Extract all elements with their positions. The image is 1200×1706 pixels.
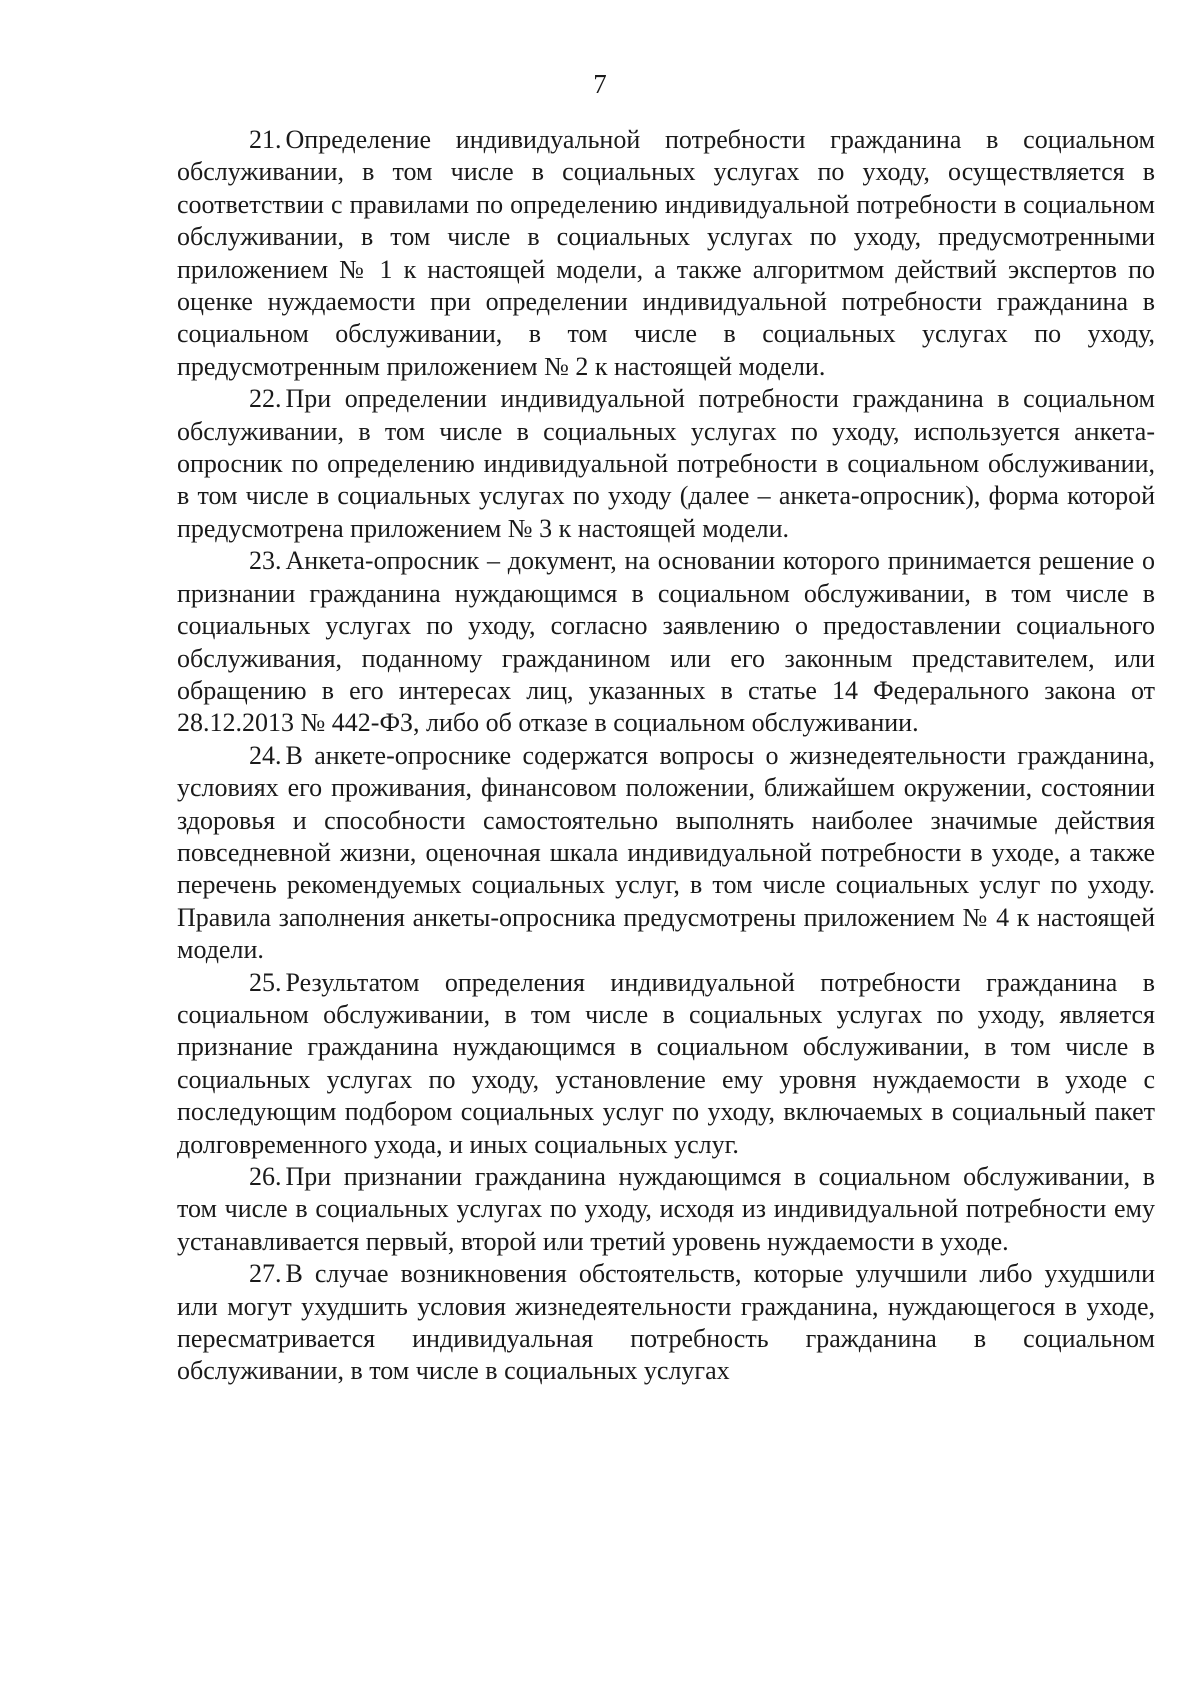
paragraph-text: Результатом определения индивидуальной потребности гражданина в социальном обслуживании, в том числе в социальных услугах по уходу, является признание гражданина нуждающимся в социальном обслуживании, в том числе в социальных услугах по уходу, установление ему уровня нуждаемости в уходе с последующим подбором социальных услуг по уходу, включаемых в социальный пакет долговременного ухода, и иных социальных услуг. [177,967,1155,1159]
paragraph-text: Определение индивидуальной потребности гражданина в социальном обслуживании, в том числе в социальных услугах по уходу, осуществляется в соответствии с правилами по определению индивидуальной потребности в социальном обслуживании, в том числе в социальных услугах по уходу, предусмотренными приложением № 1 к настоящей модели, а также алгоритмом действий экспертов по оценке нуждаемости при определении индивидуальной потребности гражданина в социальном обслуживании, в том числе в социальных услугах по уходу, предусмотренным приложением № 2 к настоящей модели. [177,125,1155,381]
paragraph-text: В анкете-опроснике содержатся вопросы о жизнедеятельности гражданина, условиях его проживания, финансовом положении, ближайшем окружении, состоянии здоровья и способности самостоятельно выполнять наиболее значимые действия повседневной жизни, оценочная шкала индивидуальной потребности в уходе, а также перечень рекомендуемых социальных услуг, в том числе социальных услуг по уходу. Правила заполнения анкеты-опросника предусмотрены приложением № 4 к настоящей модели. [177,740,1155,965]
paragraph-26 [177,1161,1155,1258]
paragraph-25 [177,967,1155,1161]
paragraph-number: 23. [249,546,282,576]
paragraph-22 [177,383,1155,545]
paragraph-number: 22. [249,384,282,414]
paragraph-text: При определении индивидуальной потребности гражданина в социальном обслуживании, в том числе в социальных услугах по уходу, используется анкета-опросник по определению индивидуальной потребности в социальном обслуживании, в том числе в социальных услугах по уходу (далее – анкета-опросник), форма которой предусмотрена приложением № 3 к настоящей модели. [177,384,1155,543]
page-number: 7 [593,69,607,99]
paragraph-number: 27. [249,1259,282,1289]
paragraph-number: 24. [249,740,282,770]
paragraph-number: 21. [249,125,282,154]
paragraph-27 [177,1258,1155,1388]
paragraph-number: 25. [249,967,282,997]
paragraph-text: При признании гражданина нуждающимся в социальном обслуживании, в том числе в социальных услугах по уходу, исходя из индивидуальной потребности ему устанавливается первый, второй или третий уровень нуждаемости в уходе. [177,1162,1155,1256]
paragraph-24 [177,740,1155,967]
paragraph-number: 26. [249,1162,282,1191]
paragraph-text: Анкета-опросник – документ, на основании которого принимается решение о признании гражданина нуждающимся в социальном обслуживании, в том числе в социальных услугах по уходу, согласно заявлению о предоставлении социального обслуживания, поданному гражданином или его законным представителем, или обращению в его интересах лиц, указанных в статье 14 Федерального закона от 28.12.2013 № 442-ФЗ, либо об отказе в социальном обслуживании. [177,546,1155,738]
document-body [177,124,1155,1388]
paragraph-21 [177,124,1155,383]
paragraph-text: В случае возникновения обстоятельств, которые улучшили либо ухудшили или могут ухудшить условия жизнедеятельности гражданина, нуждающегося в уходе, пересматривается индивидуальная потребность гражданина в социальном обслуживании, в том числе в социальных услугах [177,1259,1155,1386]
paragraph-23 [177,545,1155,739]
